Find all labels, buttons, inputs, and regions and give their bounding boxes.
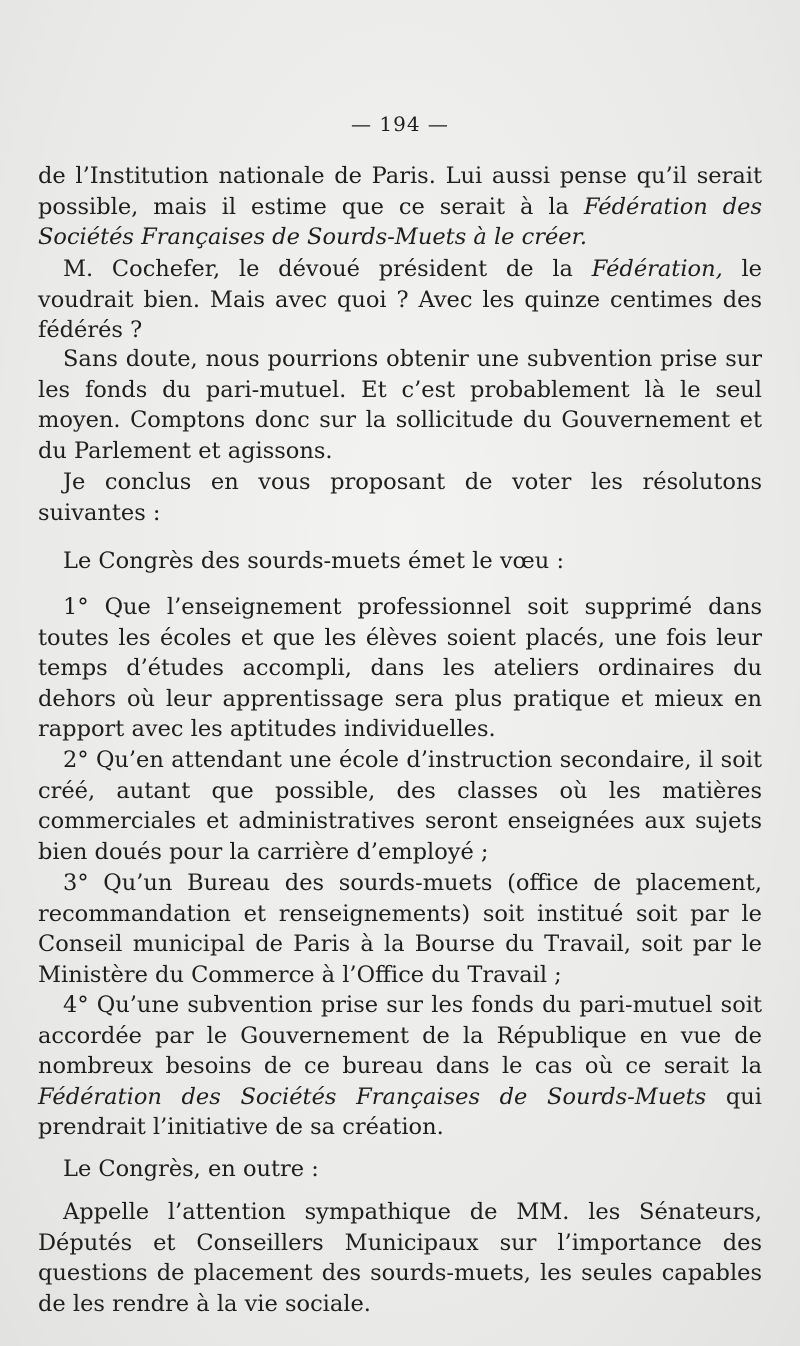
paragraph-1-italic: Fédération des Sociétés Françaises de Sourds-Muets à le créer. — [38, 193, 762, 250]
resolution-4-text-start: 4° Qu’une subvention prise sur les fonds du pari-mutuel soit accordée par le Gouvernement de la République en vue de nombreux besoins de ce bureau dans le cas où ce serait la — [38, 992, 762, 1079]
paragraph-4 — [38, 467, 762, 528]
paragraph-4-text: Je conclus en vous proposant de voter les résolutons suivantes : — [38, 469, 762, 526]
paragraph-congres-text: Le Congrès, en outre : — [63, 1156, 319, 1182]
resolution-4 — [38, 990, 762, 1143]
paragraph-2-text-start: M. Cochefer, le dévoué président de la — [63, 256, 592, 282]
paragraph-2-italic: Fédération, — [591, 256, 723, 282]
page-number: — 194 — — [351, 112, 449, 136]
resolution-3-text: 3° Qu’un Bureau des sourds-muets (office de placement, recommandation et renseignements) soit institué soit par le Conseil municipal de Paris à la Bourse du Travail, soit par le Ministère du Commerce à l’Office du Travail ; — [38, 870, 762, 988]
resolution-1 — [38, 592, 762, 745]
resolution-4-italic: Fédération des Sociétés Françaises de Sourds-Muets — [38, 1083, 707, 1110]
resolution-4-text-end: qui prendrait l’initiative de sa création. — [38, 1083, 762, 1140]
paragraph-1 — [38, 161, 762, 253]
resolution-3 — [38, 868, 762, 990]
paragraph-1-text: de l’Institution nationale de Paris. Lui aussi pense qu’il serait possible, mais il estime que ce serait à la — [38, 163, 762, 220]
paragraph-3-text: Sans doute, nous pourrions obtenir une subvention prise sur les fonds du pari-mutuel. Et c’est probablement là le seul moyen. Comptons donc sur la sollicitude du Gouvernement et du Parlement et agissons. — [38, 346, 762, 464]
resolution-2-text: 2° Qu’en attendant une école d’instruction secondaire, il soit créé, autant que possible, des classes où les matières commerciales et administratives seront enseignées aux sujets bien doués pour la carrière d’employé ; — [38, 747, 762, 865]
paragraph-2 — [38, 254, 762, 346]
paragraph-congres — [38, 1154, 762, 1185]
paragraph-2-text-end: le voudrait bien. Mais avec quoi ? Avec les quinze centimes des fédérés ? — [38, 256, 762, 343]
resolution-2 — [38, 745, 762, 867]
paragraph-3 — [38, 344, 762, 466]
resolution-1-text: 1° Que l’enseignement professionnel soit supprimé dans toutes les écoles et que les élèves soient placés, une fois leur temps d’études accompli, dans les ateliers ordinaires du dehors où leur apprentissage sera plus pratique et mieux en rapport avec les aptitudes individuelles. — [38, 594, 762, 742]
paragraph-5 — [38, 546, 762, 577]
paragraph-final — [38, 1197, 762, 1319]
paragraph-5-text: Le Congrès des sourds-muets émet le vœu : — [63, 548, 565, 574]
paragraph-final-text: Appelle l’attention sympathique de MM. les Sénateurs, Députés et Conseillers Municipaux sur l’importance des questions de placement des sourds-muets, les seules capables de les rendre à la vie sociale. — [38, 1199, 762, 1317]
